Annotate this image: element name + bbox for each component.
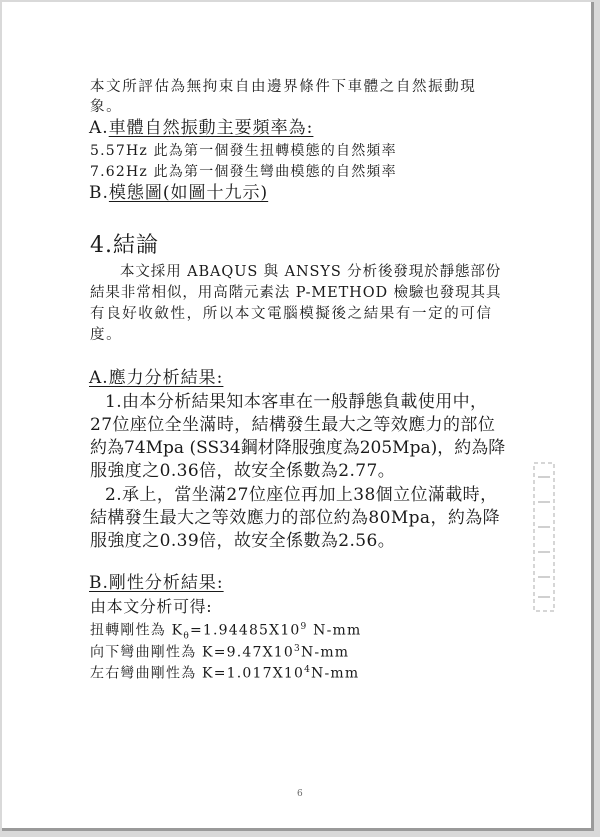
torsion-value: =1.94485X10 — [189, 622, 301, 639]
lr-unit: N-mm — [311, 665, 360, 682]
torsion-label: 扭轉剛性為 K — [90, 622, 184, 639]
stiffness-analysis-title: B.剛性分析結果: — [89, 573, 224, 593]
frequency-bending: 7.62Hz 此為第一個發生彎曲模態的自然頻率 — [90, 164, 397, 180]
stress-line-3: 約為74Mpa (SS34鋼材降服強度為205Mpa)，約為降 — [90, 438, 506, 458]
stress-line-5: 2.承上，當坐滿27位座位再加上38個立位滿載時， — [105, 485, 498, 505]
lr-label: 左右彎曲剛性為 K=1.017X10 — [90, 665, 305, 682]
document-page — [2, 2, 594, 831]
stress-line-1: 1.由本分析結果知本客車在一般靜態負載使用中， — [105, 392, 488, 412]
section-a-label: A. — [89, 118, 109, 138]
conclusion-line-3: 有良好收斂性，所以本文電腦模擬後之結果有一定的可信 — [90, 306, 493, 322]
lateral-bending-stiffness — [90, 666, 359, 681]
faded-stamp-mark — [530, 457, 560, 617]
down-unit: N-mm — [300, 644, 350, 661]
conclusion-line-4: 度。 — [90, 327, 123, 343]
downward-bending-stiffness — [90, 645, 349, 660]
torsion-subscript: θ — [183, 631, 190, 642]
intro-line-2: 象。 — [90, 99, 123, 115]
stiffness-intro: 由本文分析可得: — [90, 597, 213, 616]
page-number: 6 — [297, 789, 303, 799]
section-b-title: 模態圖(如圖十九示) — [108, 183, 269, 203]
frequency-torsion: 5.57Hz 此為第一個發生扭轉模態的自然頻率 — [90, 143, 397, 159]
torsion-exponent: 9 — [300, 622, 308, 632]
stress-analysis-title: A.應力分析結果: — [89, 368, 224, 388]
stress-line-4: 服強度之0.36倍，故安全係數為2.77。 — [90, 461, 396, 481]
intro-line-1: 本文所評估為無拘束自由邊界條件下車體之自然振動現 — [90, 79, 477, 95]
lr-exponent: 4 — [304, 665, 312, 675]
stress-line-7: 服強度之0.39倍，故安全係數為2.56。 — [90, 531, 396, 551]
conclusion-line-1: 本文採用 ABAQUS 與 ANSYS 分析後發現於靜態部份 — [120, 264, 502, 280]
section-a-heading — [89, 120, 313, 137]
torsion-unit: N-mm — [307, 622, 362, 639]
down-exponent: 3 — [294, 644, 301, 654]
section-b-label: B. — [89, 183, 109, 203]
conclusion-line-2: 結果非常相似，用高階元素法 P-METHOD 檢驗也發現其具 — [90, 285, 502, 301]
section-a-title: 車體自然振動主要頻率為: — [108, 118, 314, 138]
conclusion-heading: 4.結論 — [90, 233, 159, 258]
stress-line-6: 結構發生最大之等效應力的部位約為80Mpa，約為降 — [90, 508, 501, 528]
torsional-stiffness — [90, 623, 361, 641]
section-b-heading — [89, 185, 268, 202]
stress-line-2: 27位座位全坐滿時，結構發生最大之等效應力的部位 — [90, 415, 496, 435]
down-label: 向下彎曲剛性為 K=9.47X10 — [90, 644, 294, 661]
